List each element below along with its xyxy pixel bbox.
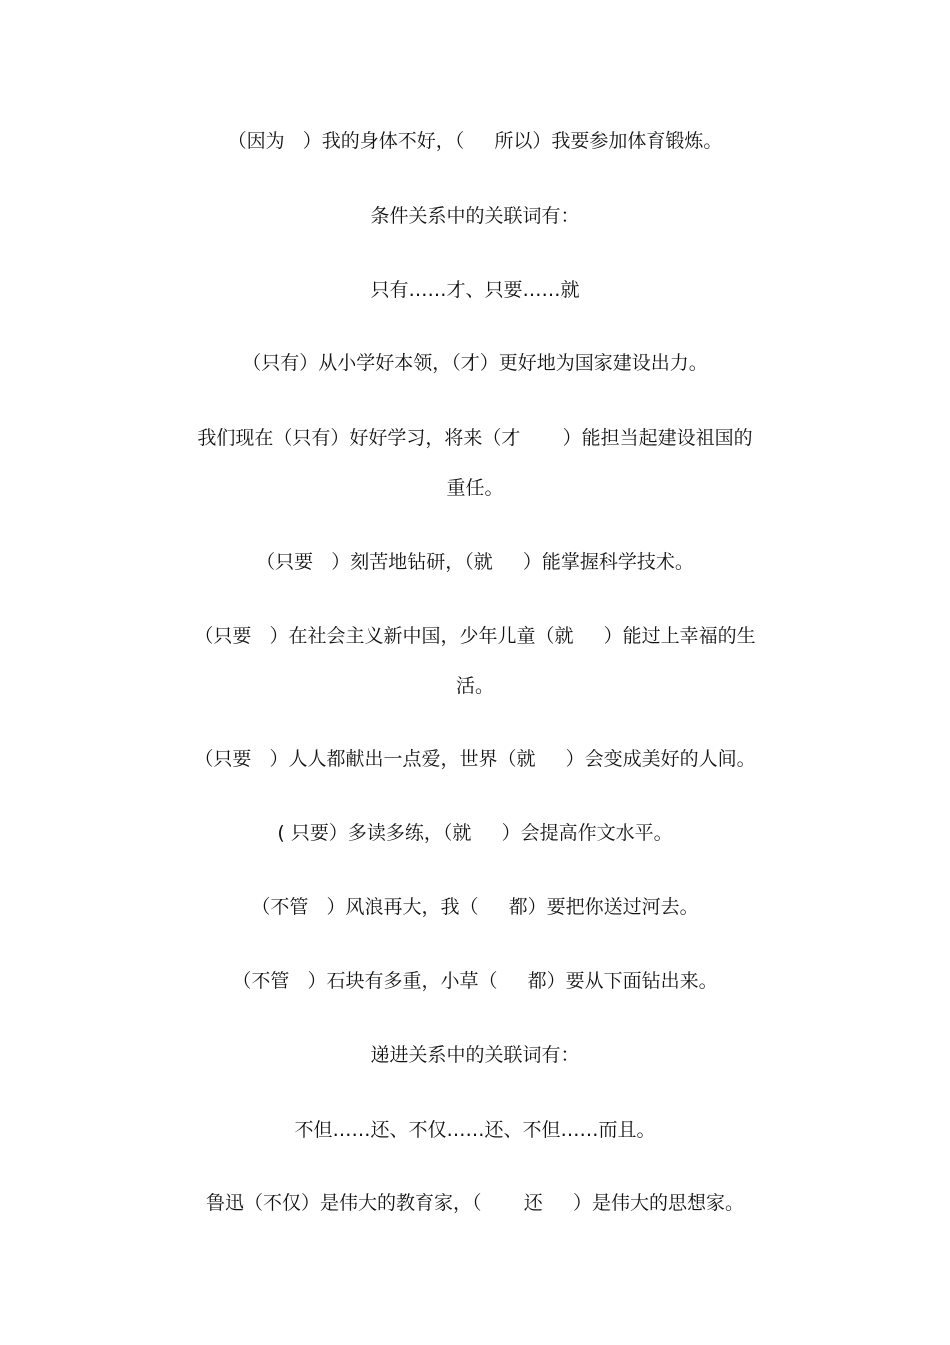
text-line: 只有……才、只要……就 — [370, 279, 580, 301]
text-line: 我们现在（只有）好好学习，将来（才 ）能担当起建设祖国的 — [197, 427, 753, 449]
text-line: （不管 ）石块有多重，小草（ 都）要从下面钻出来。 — [232, 970, 718, 992]
text-line: （只要 ）人人都献出一点爱，世界（就 ）会变成美好的人间。 — [194, 748, 756, 770]
text-line: （只要 ）在社会主义新中国，少年儿童（就 ）能过上幸福的生 — [194, 625, 756, 647]
text-line-continuation: 活。 — [455, 675, 494, 697]
text-line: 不但……还、不仅……还、不但……而且。 — [294, 1119, 656, 1141]
text-line-continuation: 重任。 — [446, 477, 504, 499]
text-line: 鲁迅（不仅）是伟大的教育家，（ 还 ）是伟大的思想家。 — [206, 1192, 744, 1214]
text-line: （因为 ）我的身体不好，（ 所以）我要参加体育锻炼。 — [227, 130, 723, 152]
text-line: ( 只要）多读多练，（就 ）会提高作文水平。 — [277, 822, 673, 844]
section-heading: 递进关系中的关联词有： — [370, 1044, 580, 1066]
text-line: （只有）从小学好本领，（才）更好地为国家建设出力。 — [242, 352, 708, 374]
text-line: （不管 ）风浪再大，我（ 都）要把你送过河去。 — [251, 896, 699, 918]
section-heading: 条件关系中的关联词有： — [370, 205, 580, 227]
text-line: （只要 ）刻苦地钻研，（就 ）能掌握科学技术。 — [256, 551, 694, 573]
